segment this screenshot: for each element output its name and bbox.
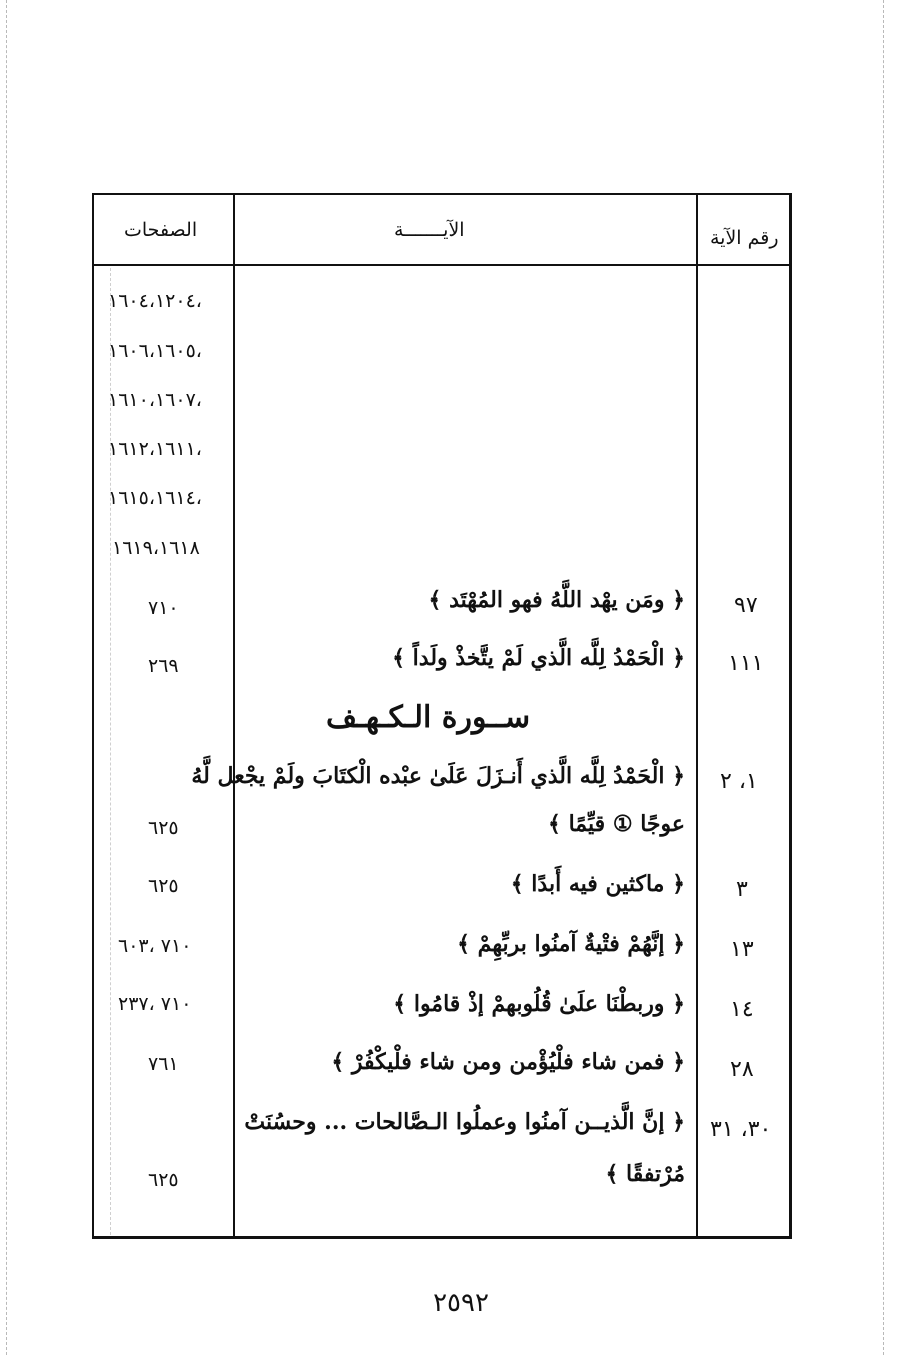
verse-text: ﴿ الْحَمْدُ لِلَّه الَّذي أَنـزَلَ عَلَىٰ عبْده الْكتَابَ ولَمْ يجْعل لَّهُ [191,763,685,789]
header-verse: الآيـــــــة [394,219,465,241]
pages-cell: ٢٦٩ [148,655,179,677]
pages-cell: ٧١٠ [148,597,179,619]
scan-margin-left [6,0,7,1355]
verse-number: ١١١ [728,651,764,676]
pages-cell: ٧١٠ ،٢٣٧ [118,993,192,1015]
header-verse-number: رقم الآية [710,227,779,249]
verse-text: ﴿ ومَن يهْد اللَّهُ فهو المُهْتَد ﴾ [428,587,685,613]
index-table [92,193,792,1239]
verse-number: ٣ [736,877,748,902]
scan-margin-right [883,0,884,1355]
header-pages: الصفحات [124,219,198,241]
surah-title: ســورة الـكـهـف [326,700,531,735]
column-divider-number [696,195,698,1236]
verse-number: ١، ٢ [720,769,758,794]
pages-cell: ٦٢٥ [148,817,179,839]
pages-cell: ٦٢٥ [148,875,179,897]
header-divider [94,264,789,266]
verse-text: ﴿ إنَّ الَّذيــن آمنُوا وعملُوا الـصَّالحات ... وحسُنَتْ [244,1109,685,1135]
pages-cell: ١٦٠٦،١٦٠٥، [108,340,202,362]
page-number: ٢٥٩٢ [433,1288,489,1318]
verse-number: ١٣ [730,937,754,962]
pages-cell: ١٦١٥،١٦١٤، [108,487,202,509]
verse-text: عوجًا ① قيِّمًا ﴾ [548,811,685,837]
verse-number: ٢٨ [730,1057,754,1082]
verse-number: ٣٠، ٣١ [710,1117,772,1142]
verse-text: مُرْتفقًا ﴾ [605,1161,685,1187]
pages-cell: ٧٦١ [148,1053,179,1075]
verse-text: ﴿ وربطْنَا علَىٰ قُلُوبهمْ إذْ قامُوا ﴾ [393,991,685,1017]
verse-text: ﴿ إنَّهُمْ فتْيةٌ آمنُوا بربِّهِمْ ﴾ [457,931,685,957]
pages-cell: ٦٢٥ [148,1169,179,1191]
verse-number: ١٤ [730,997,754,1022]
verse-number: ٩٧ [734,593,758,618]
verse-text: ﴿ الْحَمْدُ لِلَّه الَّذي لَمْ يتَّخذْ ولَداً ﴾ [392,645,685,671]
pages-cell: ٧١٠ ،٦٠٣ [118,935,192,957]
pages-cell: ١٦٠٤،١٢٠٤، [108,290,202,312]
column-divider-pages [233,195,235,1236]
verse-text: ﴿ فمن شاء فلْيُؤْمن ومن شاء فلْيكْفُرْ ﴾ [331,1049,685,1075]
pages-cell: ١٦١٢،١٦١١، [108,438,202,460]
verse-text: ﴿ ماكثين فيه أَبدًا ﴾ [510,871,685,897]
pages-cell: ١٦١٩،١٦١٨ [112,537,200,559]
pages-cell: ١٦١٠،١٦٠٧، [108,389,202,411]
